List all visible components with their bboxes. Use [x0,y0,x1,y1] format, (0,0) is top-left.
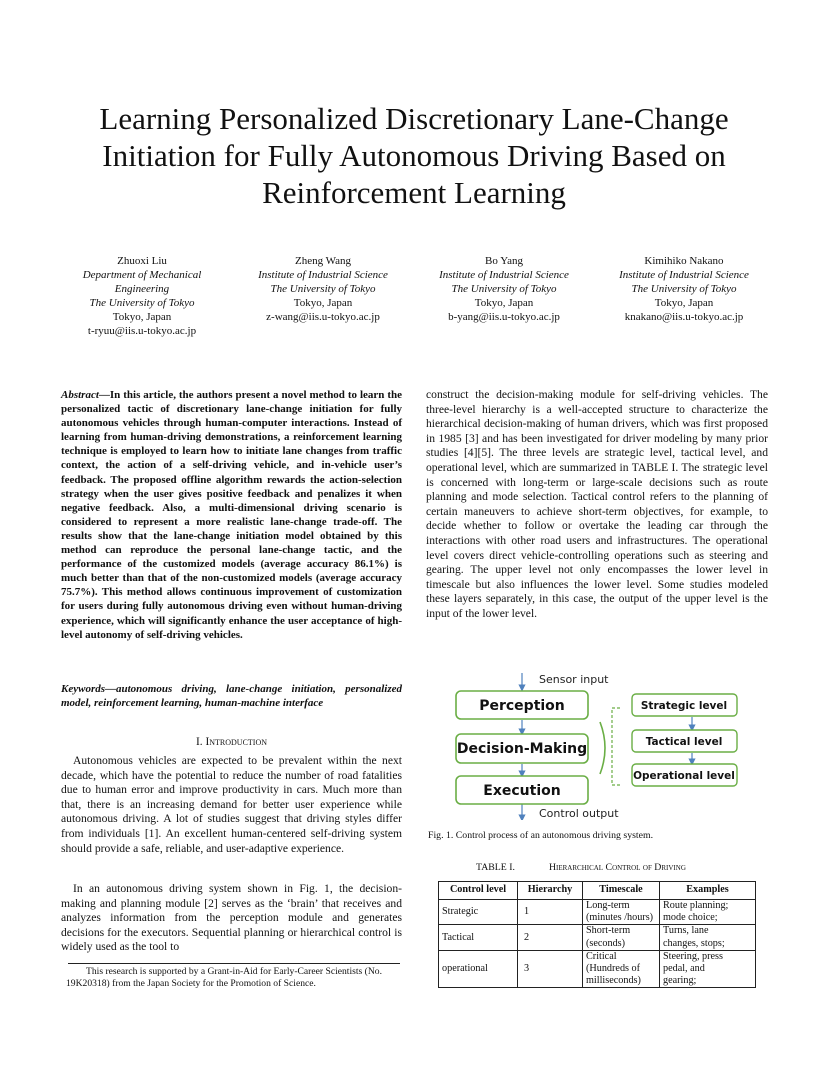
cell-line: Short-term [586,925,631,937]
control-process-diagram [440,670,770,820]
sensor-input-label: Sensor input [539,673,609,686]
cell-line: (seconds) [586,937,626,949]
execution-label: Execution [483,783,561,799]
cell-line: Turns, lane [663,925,709,937]
author-affiliation: The University of Tokyo [89,297,195,309]
author-city: Tokyo, Japan [293,297,353,309]
author-1 [47,254,237,338]
author-name: Kimihiko Nakano [644,255,724,267]
hierarchy-table [438,881,756,988]
author-2 [228,254,418,324]
cell-line: mode choice; [663,912,718,924]
header-cell: Examples [660,882,756,900]
author-email: z-wang@iis.u-tokyo.ac.jp [266,311,380,323]
perception-label: Perception [479,698,565,714]
cell-line: Route planning; [663,900,729,911]
table-number: TABLE I. [476,862,515,873]
header-cell: Control level [439,882,518,900]
cell-line: milliseconds) [586,975,641,987]
author-affiliation: Institute of Industrial Science [258,269,388,281]
author-email: t-ryuu@iis.u-tokyo.ac.jp [87,325,197,337]
cell-hierarchy: 1 [518,900,583,925]
author-name: Zheng Wang [294,255,352,267]
cell-line: Critical [586,950,617,962]
author-affiliation: The University of Tokyo [451,283,557,295]
author-affiliation: Institute of Industrial Science [619,269,749,281]
header-cell: Timescale [583,882,660,900]
author-affiliation: The University of Tokyo [631,283,737,295]
author-3 [409,254,599,324]
strategic-level-label: Strategic level [640,700,728,712]
section-heading-introduction: I. Introduction [195,736,268,748]
author-city: Tokyo, Japan [474,297,534,309]
body-paragraph: construct the decision-making module for self-driving vehicles. The three-level hierarchy is a well-accepted structure to characterize the hierarchical decision-making of human drivers, which was first proposed in 1985 [3] and has been investigated for driver modeling by many prior studies [4][5]. The three levels are strategic level, tactical level, and operational level, which are summarized in TABLE I. The strategic level is concerned with long-term or large-scale decisions such as route planning and mode selection. Tactical control refers to the planning of certain maneuvers to achieve short-term objectives, for example, to decide whether to follow or overtake the leading car through the interactions with other road users and infrastructures. The operational level covers direct vehicle-controlling operations such as steering and gearing. The upper level not only encompasses the lower level in timescale but also influences the lower level. Some studies modeled these layers separately, in this case, the output of the upper level is the input of the lower level. [426,388,768,620]
keywords: Keywords—autonomous driving, lane-change initiation, personalized model, reinforcement learning, human-machine interface [61,683,402,710]
cell-examples [660,950,756,988]
title-line: Reinforcement Learning [262,175,566,210]
abstract-text: —In this article, the authors present a novel method to learn the personalized tactic of discretionary lane-change initiation for fully autonomous vehicles through human-computer interactions. Instead of learning from human-driving demonstrations, a reinforcement learning technique is employed to learn how to initiate lane changes from traffic context, the action of a self-driving vehicle, and in-vehicle user’s feedback. The proposed offline algorithm rewards the action-selection strategy when the user gives positive feedback and penalizes it when negative feedback. Also, a multi-dimensional driving scenario is considered to represent a more realistic lane-change trade-off. The results show that the lane-change initiation model obtained by this method can reproduce the personal lane-change tactic, and the performance of the customized models (average accuracy 86.1%) is much better than that of the non-customized models (average accuracy 75.7%). This method allows continuous improvement of customization for users during fully autonomous driving even without human-driving experience, which will significantly enhance the user acceptance of high-level autonomy of self-driving vehicles. [61,389,402,641]
cell-line: changes, stops; [663,937,725,949]
level-bracket [612,708,620,785]
footnote: This research is supported by a Grant-in-Aid for Early-Career Scientists (No. 19K20318) from the Japan Society for the Promotion of Science. [66,966,382,990]
cell-line: pedal, and [663,963,705,975]
table-caption [476,862,686,873]
table-title: Hierarchical Control of Driving [548,862,686,873]
author-4 [589,254,779,324]
title-line: Learning Personalized Discretionary Lane-Change [99,101,729,136]
control-output-label: Control output [539,807,619,820]
intro-paragraph-2: In an autonomous driving system shown in Fig. 1, the decision-making and planning module [2] serves as the ‘brain’ that receives and analyzes information from the perception module and generates decisions for the executors. Sequential planning or hierarchical control is widely used as the tool to [61,882,402,954]
figure-caption: Fig. 1. Control process of an autonomous driving system. [428,830,654,841]
table-row [439,950,756,988]
table-header-row [439,882,756,900]
cell-timescale [583,925,660,950]
table-row [439,900,756,925]
cell-timescale [583,950,660,988]
cell-hierarchy: 3 [518,950,583,988]
author-name: Zhuoxi Liu [117,255,167,267]
abstract [61,388,402,642]
cell-line: Steering, press [663,950,723,962]
table-row [439,925,756,950]
header-cell: Hierarchy [518,882,583,900]
brace-shape [600,722,605,774]
footnote-divider [68,963,400,964]
title-line: Initiation for Fully Autonomous Driving Based on [102,138,726,173]
paper-title [40,100,788,211]
cell-line: Long-term [586,900,630,911]
author-email: b-yang@iis.u-tokyo.ac.jp [448,311,560,323]
abstract-label: Abstract [61,389,99,401]
author-affiliation: Department of Mechanical [82,269,202,281]
author-name: Bo Yang [485,255,523,267]
cell-level: Tactical [439,925,518,950]
author-email: knakano@iis.u-tokyo.ac.jp [624,311,744,323]
tactical-level-label: Tactical level [645,736,723,748]
cell-timescale [583,900,660,925]
author-affiliation: Engineering [114,283,170,295]
cell-line: (minutes /hours) [586,912,654,924]
cell-examples [660,925,756,950]
cell-examples [660,900,756,925]
author-city: Tokyo, Japan [112,311,172,323]
cell-line: (Hundreds of [586,963,641,975]
author-affiliation: The University of Tokyo [270,283,376,295]
cell-hierarchy: 2 [518,925,583,950]
intro-paragraph-1: Autonomous vehicles are expected to be prevalent within the next decade, which have the potential to reduce the number of road fatalities due to human error and improve productivity in cars. Much more than that, there is an increasing demand for better user experience while autonomous driving. A lot of studies suggest that driving styles differ from individuals [1]. An excellent human-centered self-driving system should provide a safe, reliable, and user-adaptive experience. [61,754,402,855]
cell-level: operational [439,950,518,988]
author-city: Tokyo, Japan [654,297,714,309]
author-affiliation: Institute of Industrial Science [439,269,569,281]
cell-level: Strategic [439,900,518,925]
operational-level-label: Operational level [633,770,735,782]
decision-making-label: Decision-Making [456,741,588,757]
cell-line: gearing; [663,975,697,987]
